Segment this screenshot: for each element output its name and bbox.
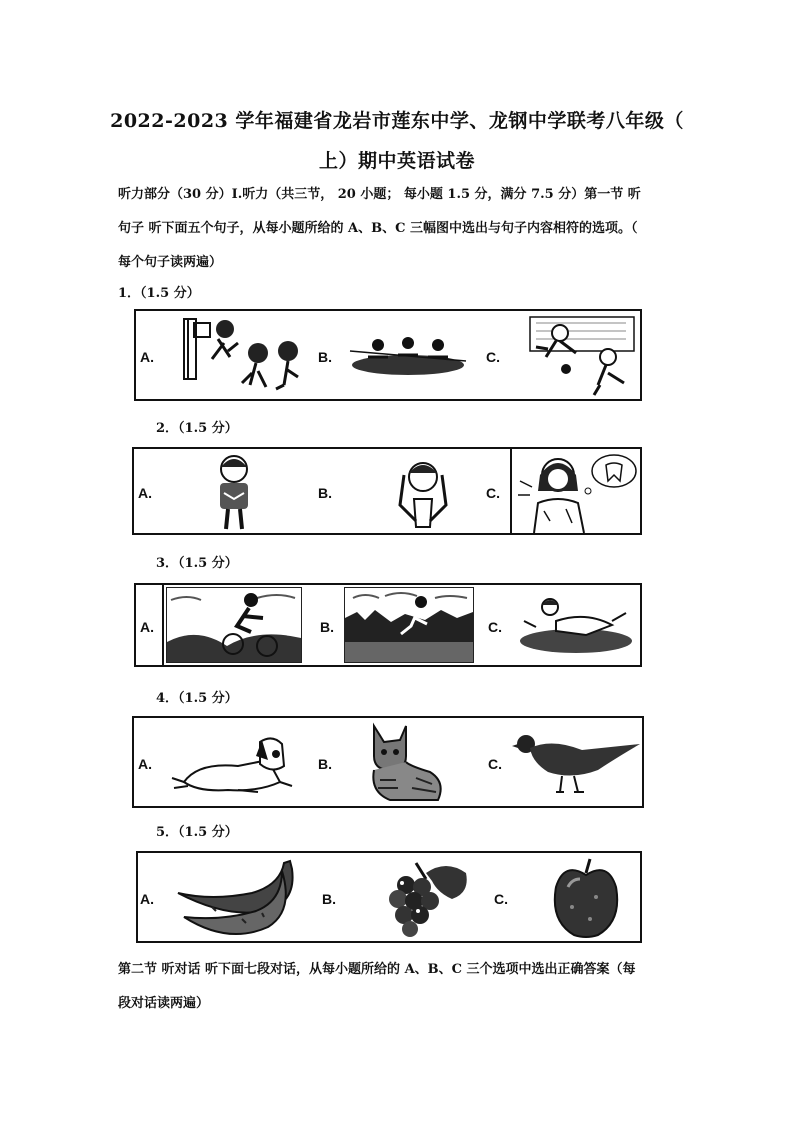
option-b-label: B.: [318, 349, 332, 365]
question-1-number: 1．（1.5 分）: [118, 286, 200, 301]
basketball-players-icon: [180, 313, 310, 397]
page-title-line-1: 2022-2023 学年福建省龙岩市莲东中学、龙钢中学联考八年级（: [110, 110, 684, 132]
grapes-icon: [376, 859, 472, 939]
panel-divider: [510, 449, 512, 533]
girl-stomachache-icon: [206, 453, 262, 533]
option-a-label: A.: [140, 349, 154, 365]
option-b-label: B.: [322, 891, 336, 907]
question-5-options: [136, 851, 642, 943]
question-1-options: [134, 309, 642, 401]
option-a-label: A.: [140, 619, 154, 635]
cat-icon: [366, 722, 448, 804]
section-2-line-2: 段对话读两遍）: [118, 996, 210, 1011]
intro-line-2: 句子 听下面五个句子，从每小题所给的 A、B、C 三幅图中选出与句子内容相符的选项。（: [118, 221, 638, 236]
option-a-label: A.: [138, 756, 152, 772]
question-2-number: 2．（1.5 分）: [156, 421, 238, 436]
intro-line-1: 听力部分（30 分）Ⅰ.听力（共三节， 20 小题； 每小题 1.5 分，满分 7.5 分）第一节 听: [118, 187, 641, 202]
option-a-label: A.: [138, 485, 152, 501]
option-b-label: B.: [318, 756, 332, 772]
running-panel: [344, 587, 474, 663]
option-b-label: B.: [320, 619, 334, 635]
option-b-label: B.: [318, 485, 332, 501]
rowing-boat-icon: [348, 331, 468, 381]
panel-divider: [162, 585, 164, 665]
question-3-options: [134, 583, 642, 667]
intro-paragraph: [118, 178, 678, 280]
cycling-panel: [166, 587, 302, 663]
question-5-number: 5．（1.5 分）: [156, 825, 238, 840]
intro-line-3: 每个句子读两遍）: [118, 255, 223, 270]
option-c-label: C.: [486, 485, 500, 501]
option-a-label: A.: [140, 891, 154, 907]
cycling-icon: [167, 588, 301, 662]
option-c-label: C.: [488, 619, 502, 635]
option-c-label: C.: [494, 891, 508, 907]
running-icon: [345, 588, 473, 662]
bird-icon: [512, 730, 642, 798]
section-2-line-1: 第二节 听对话 听下面七段对话，从每小题所给的 A、B、C 三个选项中选出正确答案（每: [118, 962, 636, 977]
dog-icon: [168, 730, 294, 796]
option-c-label: C.: [488, 756, 502, 772]
apple-icon: [550, 857, 622, 939]
banana-icon: [172, 859, 298, 939]
boy-headache-icon: [396, 455, 450, 531]
option-c-label: C.: [486, 349, 500, 365]
question-2-options: [132, 447, 642, 535]
soccer-players-icon: [526, 313, 638, 397]
question-3-number: 3．（1.5 分）: [156, 556, 238, 571]
question-4-number: 4．（1.5 分）: [156, 691, 238, 706]
question-4-options: [132, 716, 644, 808]
woman-toothache-icon: [514, 451, 640, 533]
swimming-icon: [516, 591, 636, 659]
section-2-instructions: [118, 953, 688, 1021]
page-title-line-2: 上）期中英语试卷: [318, 150, 475, 172]
